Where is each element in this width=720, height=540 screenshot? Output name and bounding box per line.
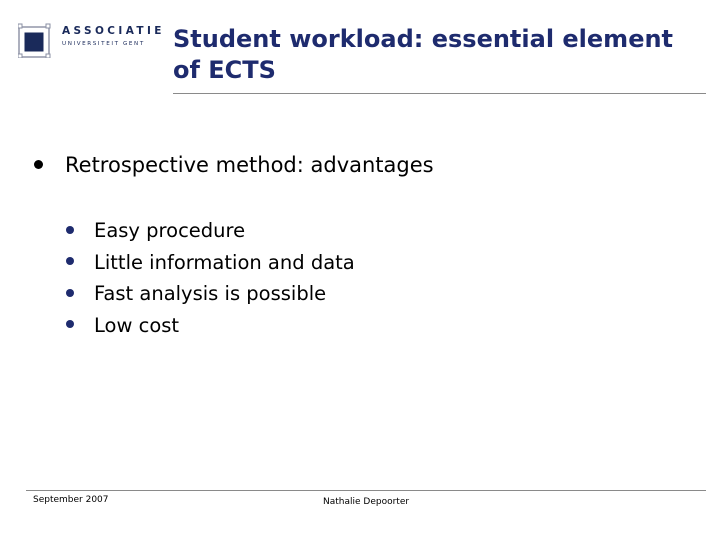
sub-bullet-list: [66, 215, 355, 341]
slide-title: Student workload: essential element of ECTS: [173, 25, 674, 84]
logo-mark-icon: [18, 22, 54, 58]
main-bullet-text: Retrospective method: advantages: [65, 153, 434, 177]
sub-bullet-text: Little information and data: [94, 250, 355, 274]
footer-author: Nathalie Depoorter: [323, 497, 410, 507]
sub-bullet-text: Fast analysis is possible: [94, 282, 327, 305]
sub-bullet-dot-icon: [66, 257, 74, 265]
associatie-ugent-logo: [18, 22, 168, 58]
title-divider: [173, 93, 706, 94]
sub-bullet-dot-icon: [66, 226, 74, 234]
sub-bullet-text: Low cost: [94, 313, 180, 337]
sub-bullet: [66, 310, 355, 342]
main-bullet: [34, 150, 434, 180]
sub-bullet-dot-icon: [66, 320, 74, 328]
footer-divider: [26, 490, 706, 491]
logo-wordmark-universiteit: UNIVERSITEIT GENT: [62, 41, 145, 47]
sub-bullet: [66, 247, 355, 279]
footer-date: September 2007: [33, 495, 109, 505]
sub-bullet: [66, 278, 355, 310]
sub-bullet-text: Easy procedure: [94, 219, 246, 242]
sub-bullet: [66, 215, 355, 247]
sub-bullet-dot-icon: [66, 289, 74, 297]
logo-wordmark-associatie: ASSOCIATIE: [62, 25, 165, 37]
bullet-dot-icon: [34, 160, 43, 169]
